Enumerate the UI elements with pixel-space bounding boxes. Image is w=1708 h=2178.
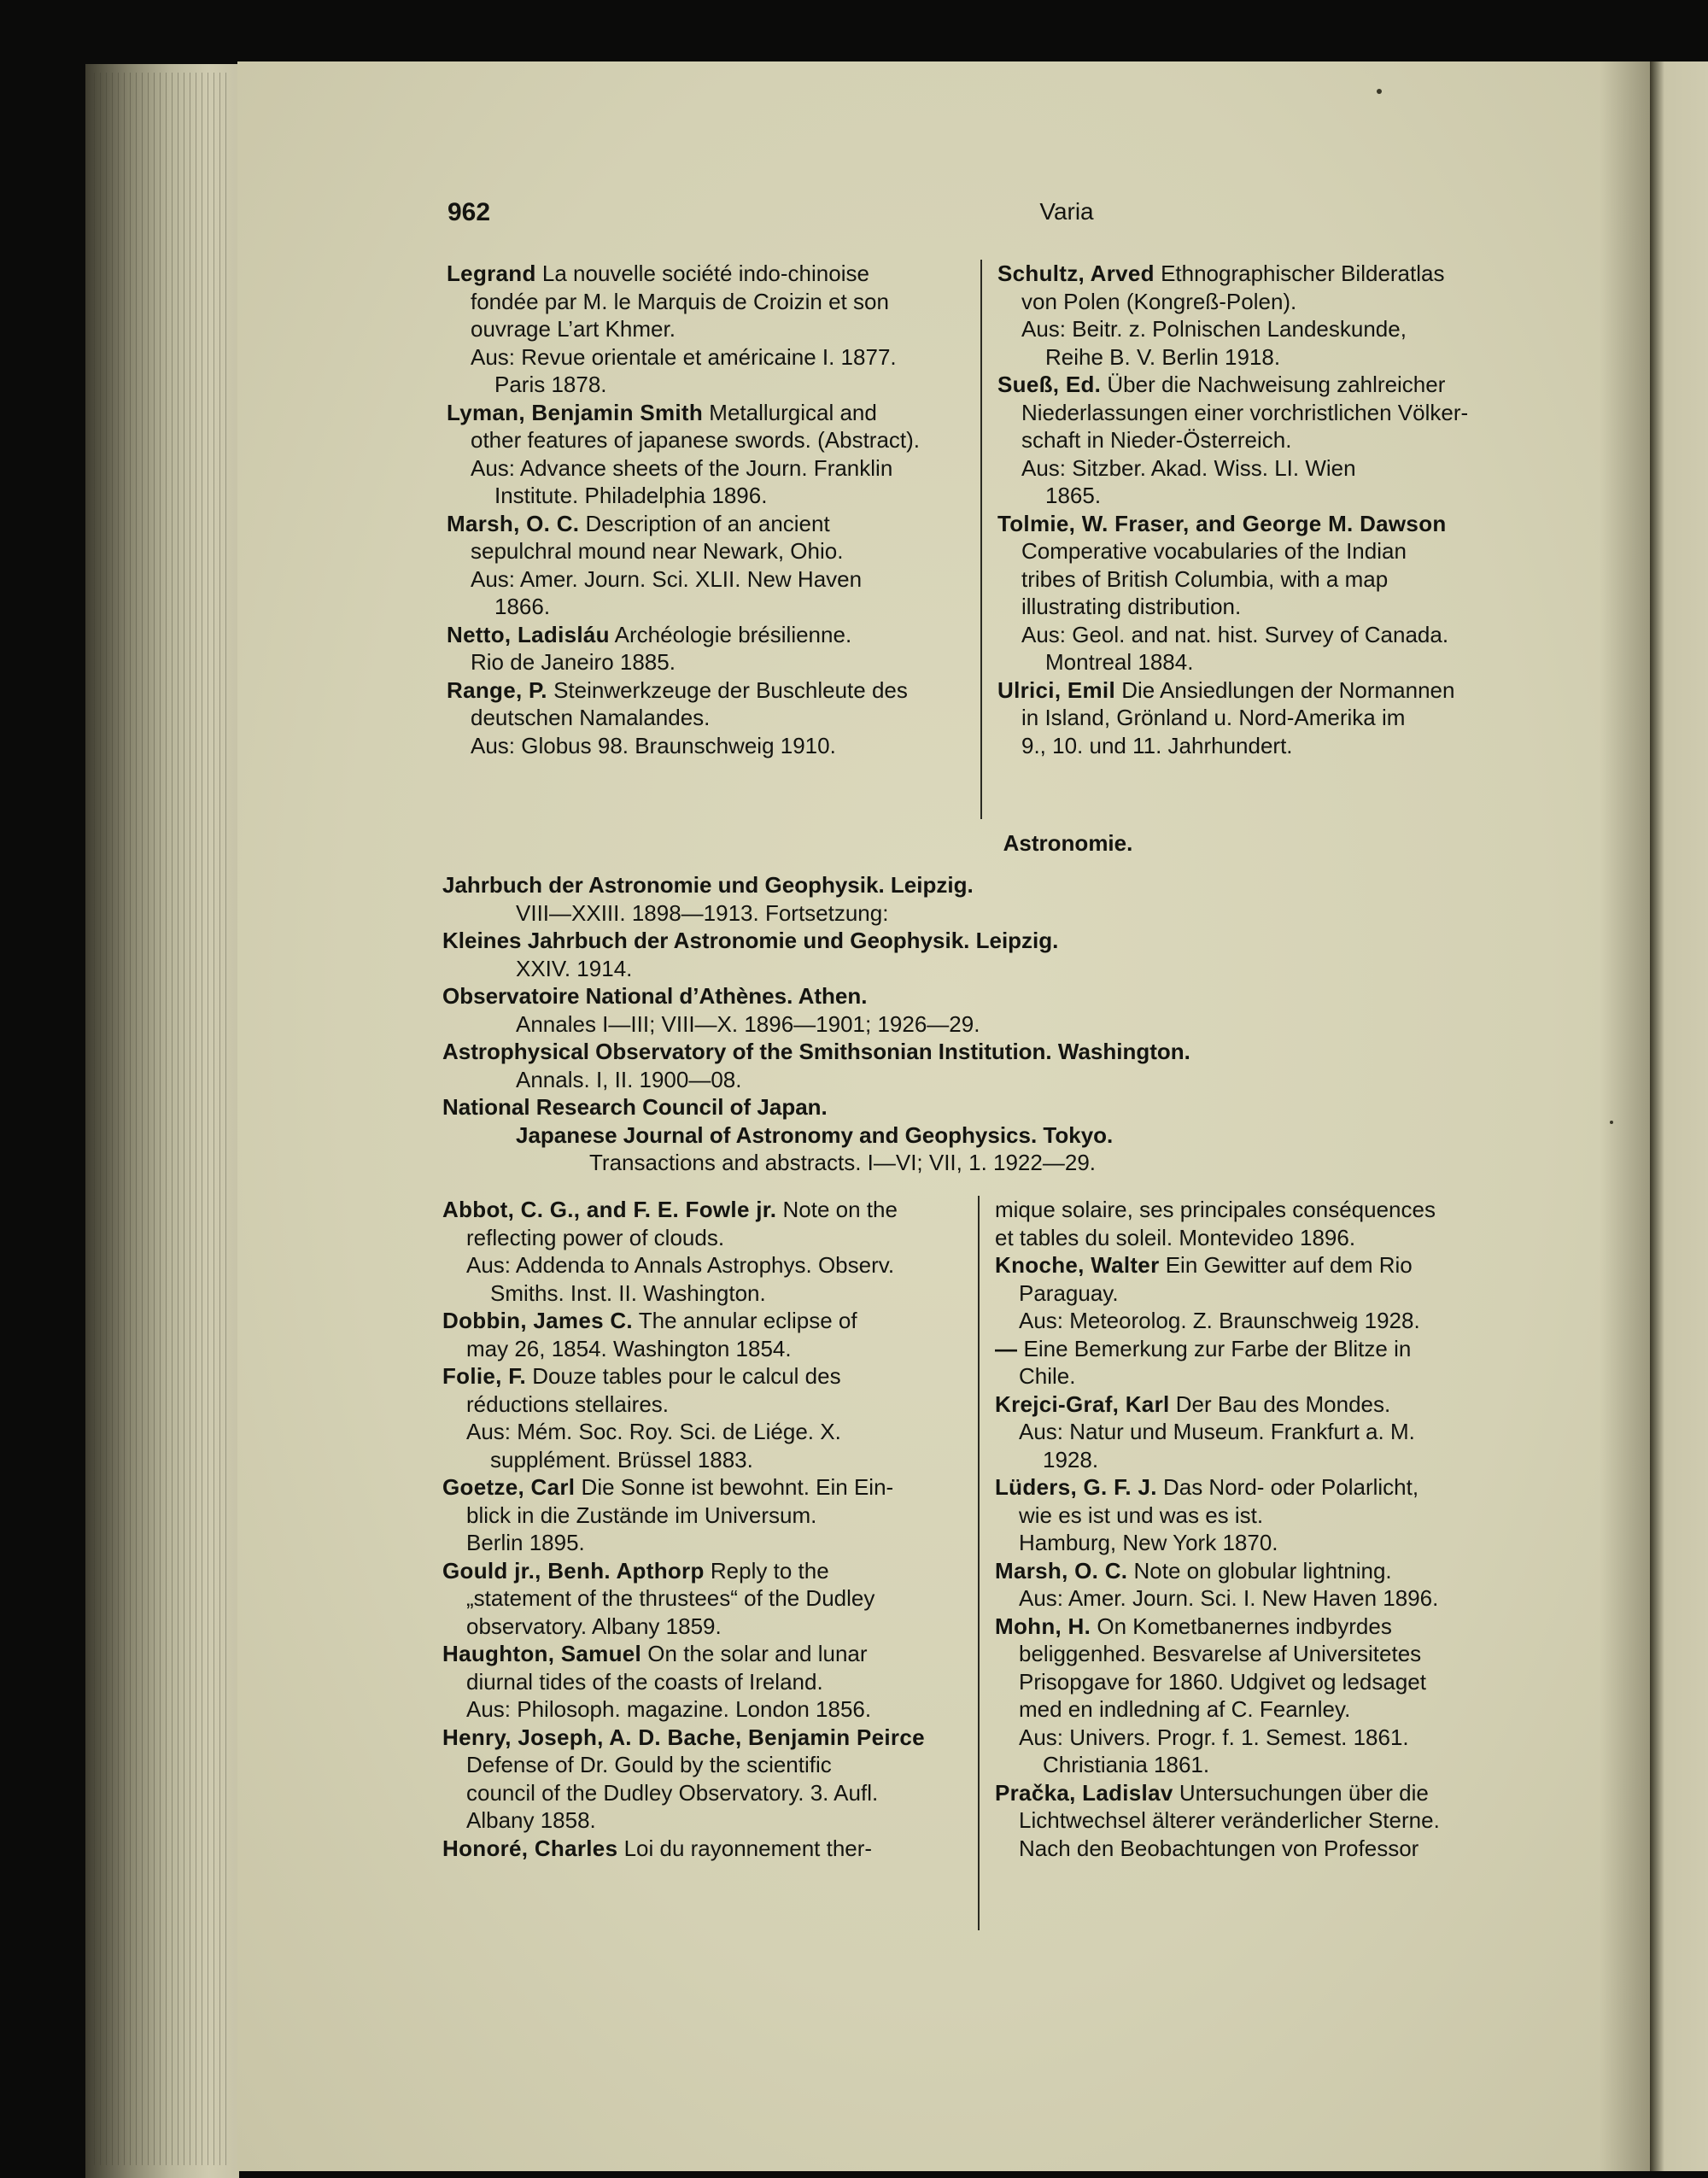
right-column-top	[997, 260, 1518, 759]
periodical-holdings: XXIV. 1914.	[516, 955, 633, 981]
bibliography-entry	[442, 1307, 963, 1362]
entry-continuation: 9., 10. und 11. Jahrhundert.	[1021, 732, 1293, 758]
entry-source-continued: Smiths. Inst. II. Washington.	[490, 1279, 766, 1306]
page-edge-lines	[94, 73, 231, 2165]
bibliography-entry	[995, 1391, 1518, 1474]
entry-first-line	[447, 260, 968, 288]
bibliography-entry	[442, 1473, 963, 1557]
entry-title-start: Metallurgical and	[709, 399, 877, 425]
periodical-name: National Research Council of Japan.	[442, 1094, 828, 1120]
entry-first-line	[995, 1557, 1518, 1585]
running-title: Varia	[1039, 198, 1094, 225]
periodical-entry	[442, 871, 1553, 927]
periodical-holdings: Annals. I, II. 1900—08.	[516, 1066, 742, 1092]
entry-continuation: Niederlassungen einer vorchristlichen Völker-	[1021, 399, 1469, 425]
bibliography-entry	[442, 1835, 963, 1863]
entry-source-continued: 1866.	[494, 594, 551, 619]
entry-continuation: ouvrage L’art Khmer.	[471, 316, 676, 342]
entry-continuation: Berlin 1895.	[466, 1530, 585, 1555]
entry-source: Aus: Mém. Soc. Roy. Sci. de Liége. X.	[466, 1419, 841, 1444]
entry-continuation: sepulchral mound near Newark, Ohio.	[471, 538, 844, 564]
entry-source: Aus: Meteorolog. Z. Braunschweig 1928.	[1019, 1308, 1420, 1333]
entry-source: Aus: Addenda to Annals Astrophys. Observ.	[466, 1252, 895, 1278]
periodical-name: Astrophysical Observatory of the Smithsonian Institution. Washington.	[442, 1039, 1190, 1064]
entry-author: Range, P.	[447, 676, 547, 703]
entry-author: Sueß, Ed.	[997, 372, 1102, 397]
entry-title-start: Loi du rayonnement ther-	[623, 1835, 873, 1861]
entry-source-continued: Paris 1878.	[494, 372, 607, 397]
periodical-entry	[442, 982, 1553, 1038]
entry-first-line	[442, 1307, 963, 1335]
entry-continuation: Chile.	[1019, 1363, 1076, 1389]
entry-first-line	[442, 1473, 963, 1502]
bibliography-entry	[997, 676, 1518, 760]
bibliography-entry	[997, 510, 1518, 676]
entry-first-line	[447, 399, 968, 427]
bibliography-entry	[995, 1613, 1518, 1779]
section-title: Astronomie.	[1003, 830, 1133, 856]
entry-author: Honoré, Charles	[442, 1835, 618, 1861]
page-speck	[1377, 89, 1382, 94]
column-divider-top	[980, 260, 982, 819]
bibliography-entry	[995, 1251, 1518, 1335]
entry-source-continued: supplément. Brüssel 1883.	[490, 1446, 753, 1472]
entry-source-continued: Institute. Philadelphia 1896.	[494, 483, 768, 508]
entry-title-start: Description of an ancient	[585, 510, 830, 536]
entry-author: Pračka, Ladislav	[995, 1779, 1173, 1806]
entry-title-start: Note on globular lightning.	[1133, 1557, 1392, 1584]
entry-author: Tolmie, W. Fraser, and George M. Dawson	[997, 510, 1447, 536]
entry-continuation: diurnal tides of the coasts of Ireland.	[466, 1668, 823, 1695]
entry-author: Gould jr., Benh. Apthorp	[442, 1557, 705, 1584]
entry-first-line	[447, 510, 968, 538]
entry-first-line	[447, 676, 968, 705]
entry-author: Marsh, O. C.	[995, 1557, 1128, 1584]
entry-continuation: may 26, 1854. Washington 1854.	[466, 1335, 792, 1361]
entry-source: Aus: Amer. Journ. Sci. XLII. New Haven	[471, 565, 863, 592]
bibliography-entry	[447, 510, 968, 621]
entry-author: Haughton, Samuel	[442, 1641, 642, 1666]
periodical-name: Observatoire National d’Athènes. Athen.	[442, 983, 868, 1009]
entry-author: Marsh, O. C.	[447, 510, 580, 536]
entry-title-start: On the solar and lunar	[647, 1641, 868, 1666]
entry-continuation: in Island, Grönland u. Nord-Amerika im	[1021, 705, 1406, 730]
entry-first-line	[995, 1391, 1518, 1419]
entry-title-start: Steinwerkzeuge der Buschleute des	[553, 676, 908, 703]
entry-title-start: Note on the	[782, 1197, 898, 1222]
entry-first-line	[995, 1335, 1518, 1363]
entry-title-start: Über die Nachweisung zahlreicher	[1107, 372, 1446, 397]
entry-first-line	[995, 1613, 1518, 1641]
entry-source-continued: Montreal 1884.	[1045, 649, 1194, 675]
bibliography-entry	[447, 676, 968, 760]
bibliography-entry	[447, 621, 968, 676]
bibliography-entry	[997, 371, 1518, 510]
entry-source: Aus: Geol. and nat. hist. Survey of Canada.	[1021, 621, 1449, 647]
entry-source-continued: Christiania 1861.	[1043, 1752, 1210, 1777]
entry-author: Knoche, Walter	[995, 1252, 1160, 1278]
entry-author: Dobbin, James C.	[442, 1308, 633, 1333]
column-divider-bottom	[978, 1196, 980, 1930]
entry-continuation: tribes of British Columbia, with a map	[1021, 565, 1389, 592]
entry-source-continued: 1865.	[1045, 483, 1102, 508]
entry-first-line	[442, 1557, 963, 1585]
left-column-bottom	[442, 1196, 963, 1862]
entry-source: Aus: Philosoph. magazine. London 1856.	[466, 1696, 872, 1722]
entry-continuation: „statement of the thrustees“ of the Dudley	[466, 1585, 875, 1611]
entry-continuation: Prisopgave for 1860. Udgivet og ledsaget	[1019, 1668, 1426, 1695]
entry-source: Aus: Sitzber. Akad. Wiss. LI. Wien	[1021, 454, 1356, 481]
entry-source: Aus: Univers. Progr. f. 1. Semest. 1861.	[1019, 1724, 1409, 1750]
periodical-entry	[442, 927, 1553, 982]
right-column-bottom	[995, 1196, 1518, 1862]
bibliography-entry	[442, 1196, 963, 1307]
entry-continuation: illustrating distribution.	[1021, 594, 1242, 619]
entry-continuation: Hamburg, New York 1870.	[1019, 1530, 1278, 1555]
periodical-holdings: VIII—XXIII. 1898—1913. Fortsetzung:	[516, 899, 889, 926]
entry-continuation: Comperative vocabularies of the Indian	[1021, 538, 1407, 564]
entry-title-start: Eine Bemerkung zur Farbe der Blitze in	[1023, 1335, 1412, 1361]
entry-first-line	[442, 1362, 963, 1391]
entry-continuation: Paraguay.	[1019, 1279, 1119, 1306]
entry-continuation: council of the Dudley Observatory. 3. Aufl.	[466, 1779, 879, 1806]
entry-continuation: blick in die Zustände im Universum.	[466, 1502, 817, 1528]
entry-continuation: Rio de Janeiro 1885.	[471, 649, 676, 675]
entry-continuation: med en indledning af C. Fearnley.	[1019, 1696, 1351, 1722]
entry-first-line	[442, 1724, 963, 1752]
bibliography-entry	[995, 1557, 1518, 1613]
page-content	[237, 61, 1651, 2171]
entry-continuation: Albany 1858.	[466, 1807, 596, 1833]
entry-title-start: The annular eclipse of	[638, 1308, 857, 1333]
entry-title-start: Untersuchungen über die	[1179, 1779, 1429, 1806]
entry-continuation: other features of japanese swords. (Abstract).	[471, 427, 921, 453]
entry-continuation: Lichtwechsel älterer veränderlicher Sterne.	[1019, 1807, 1440, 1833]
entry-author: Krejci-Graf, Karl	[995, 1391, 1170, 1417]
entry-first-line	[995, 1473, 1518, 1502]
entry-title-start: Ethnographischer Bilderatlas	[1161, 261, 1445, 286]
periodical-entry	[442, 1093, 1553, 1177]
entry-author: Ulrici, Emil	[997, 676, 1115, 703]
entry-continuation: Defense of Dr. Gould by the scientific	[466, 1752, 832, 1777]
entry-continuation: wie es ist und was es ist.	[1019, 1502, 1264, 1528]
entry-first-line	[997, 260, 1518, 288]
entry-first-line	[997, 676, 1518, 705]
entry-source: Aus: Globus 98. Braunschweig 1910.	[471, 732, 836, 758]
periodical-holdings: Annales I—III; VIII—X. 1896—1901; 1926—29.	[516, 1010, 980, 1037]
page-speck	[1610, 1121, 1613, 1124]
entry-first-line	[995, 1779, 1518, 1807]
bibliography-entry	[447, 260, 968, 399]
entry-title-start: Der Bau des Mondes.	[1175, 1391, 1391, 1417]
entry-author: —	[995, 1335, 1018, 1361]
bibliography-entry	[442, 1557, 963, 1641]
entry-continuation: réductions stellaires.	[466, 1391, 669, 1417]
entry-title-start: On Kometbanernes indbyrdes	[1097, 1613, 1392, 1639]
entry-first-line	[442, 1196, 963, 1224]
entry-continuation: Nach den Beobachtungen von Professor	[1019, 1835, 1419, 1861]
entry-author: Lyman, Benjamin Smith	[447, 399, 704, 425]
bibliography-entry	[442, 1362, 963, 1473]
entry-source: Aus: Natur und Museum. Frankfurt a. M.	[1019, 1419, 1415, 1444]
entry-source-continued: 1928.	[1043, 1446, 1099, 1472]
periodical-entry	[442, 1038, 1553, 1093]
bibliography-entry	[442, 1640, 963, 1724]
entry-title-start: Die Ansiedlungen der Normannen	[1121, 676, 1455, 703]
entry-continuation: reflecting power of clouds.	[466, 1224, 725, 1250]
periodical-holdings: Transactions and abstracts. I—VI; VII, 1. 1922—29.	[589, 1150, 1096, 1175]
entry-title-start: Archéologie brésilienne.	[614, 621, 852, 647]
entry-author: Lüders, G. F. J.	[995, 1474, 1157, 1500]
entry-title-start: Ein Gewitter auf dem Rio	[1165, 1252, 1413, 1278]
entry-author: Netto, Ladisláu	[447, 621, 610, 647]
entry-title-start: Reply to the	[710, 1557, 829, 1584]
entry-author: Goetze, Carl	[442, 1474, 576, 1500]
entry-author: Legrand	[447, 261, 536, 286]
entry-continuation: fondée par M. le Marquis de Croizin et son	[471, 288, 889, 314]
entry-source: Aus: Advance sheets of the Journ. Franklin	[471, 454, 893, 481]
entry-first-line	[447, 621, 968, 649]
entry-continuation: deutschen Namalandes.	[471, 705, 711, 730]
facing-page-edge	[1650, 61, 1708, 2171]
entry-continuation: von Polen (Kongreß-Polen).	[1021, 288, 1297, 314]
entry-title-start: Das Nord- oder Polarlicht,	[1162, 1474, 1419, 1500]
entry-continuation: mique solaire, ses principales conséquences	[995, 1197, 1436, 1222]
bibliography-entry	[447, 399, 968, 510]
entry-first-line	[442, 1640, 963, 1668]
bibliography-entry	[995, 1196, 1518, 1251]
entry-source: Aus: Amer. Journ. Sci. I. New Haven 1896.	[1019, 1585, 1439, 1611]
periodical-journal: Japanese Journal of Astronomy and Geophysics. Tokyo.	[516, 1121, 1114, 1148]
left-column-top	[447, 260, 968, 759]
entry-first-line	[997, 371, 1518, 399]
entry-title-start: Die Sonne ist bewohnt. Ein Ein-	[581, 1474, 894, 1500]
bibliography-entry	[997, 260, 1518, 371]
entry-first-line	[995, 1251, 1518, 1279]
page-number: 962	[447, 198, 491, 226]
entry-source: Aus: Beitr. z. Polnischen Landeskunde,	[1021, 316, 1407, 342]
entry-first-line	[997, 510, 1518, 538]
bibliography-entry	[995, 1473, 1518, 1557]
entry-source-continued: Reihe B. V. Berlin 1918.	[1045, 343, 1281, 370]
entry-author: Mohn, H.	[995, 1613, 1091, 1639]
entry-first-line	[442, 1835, 963, 1863]
entry-continuation: observatory. Albany 1859.	[466, 1613, 722, 1639]
bibliography-entry	[995, 1335, 1518, 1391]
entry-author: Abbot, C. G., and F. E. Fowle jr.	[442, 1197, 777, 1222]
entry-source: Aus: Revue orientale et américaine I. 1877.	[471, 343, 897, 370]
page-header	[447, 198, 1438, 232]
periodical-name: Kleines Jahrbuch der Astronomie und Geophysik. Leipzig.	[442, 928, 1059, 953]
entry-author: Schultz, Arved	[997, 261, 1155, 286]
entry-continuation: et tables du soleil. Montevideo 1896.	[995, 1224, 1356, 1250]
periodical-name: Jahrbuch der Astronomie und Geophysik. Leipzig.	[442, 872, 974, 898]
entry-title-start: Douze tables pour le calcul des	[532, 1363, 841, 1389]
periodicals-list	[442, 871, 1553, 1177]
entry-continuation: beliggenhed. Besvarelse af Universitetes	[1019, 1641, 1422, 1666]
bibliography-entry	[442, 1724, 963, 1835]
entry-continuation: schaft in Nieder-Österreich.	[1021, 427, 1292, 453]
entry-title-start: La nouvelle société indo-chinoise	[541, 261, 869, 286]
bibliography-entry	[995, 1779, 1518, 1863]
entry-author: Henry, Joseph, A. D. Bache, Benjamin Peirce	[442, 1724, 925, 1750]
entry-author: Folie, F.	[442, 1363, 527, 1389]
